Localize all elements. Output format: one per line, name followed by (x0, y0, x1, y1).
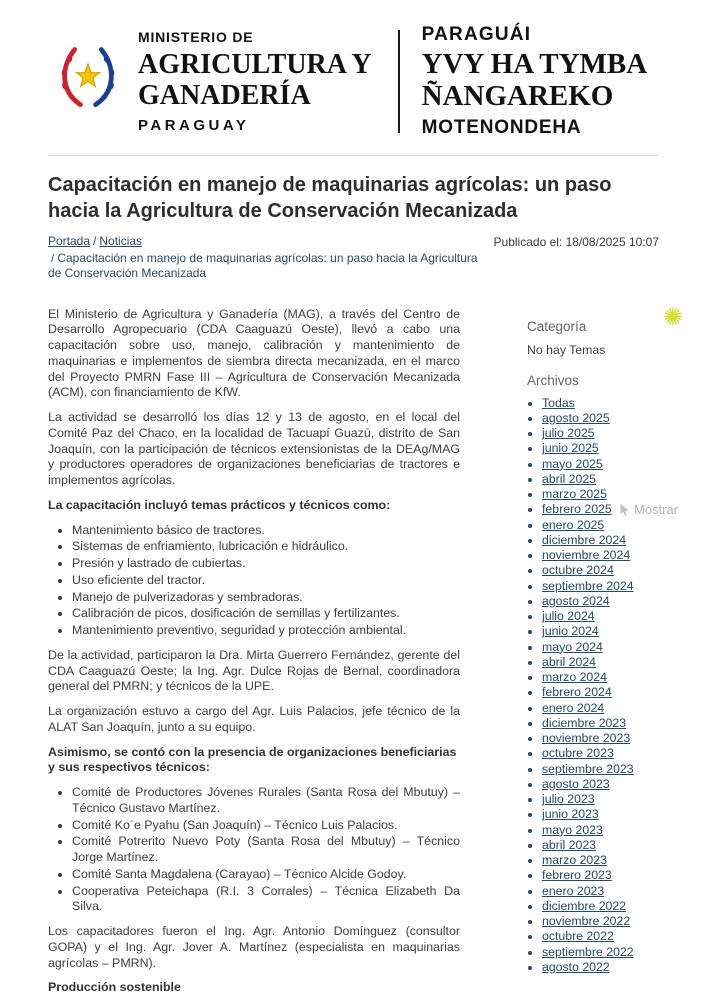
main-content (0, 156, 707, 1000)
archive-link[interactable]: febrero 2025 (542, 502, 612, 517)
archives-list (527, 397, 659, 974)
archive-link[interactable]: julio 2025 (542, 426, 595, 441)
breadcrumb-link-noticias[interactable]: Noticias (99, 233, 143, 248)
archive-link[interactable]: Todas (542, 395, 575, 410)
article-bullet-item: • Mantenimiento preventivo, seguridad y protección ambiental. (72, 623, 460, 639)
archive-link[interactable]: diciembre 2024 (542, 532, 627, 547)
archive-link[interactable]: enero 2024 (542, 700, 605, 715)
brand-left-top: MINISTERIO DE (138, 29, 254, 46)
archive-item (542, 808, 659, 821)
archive-link[interactable]: enero 2023 (542, 883, 605, 898)
article-subheading: Asimismo, se contó con la presencia de organizaciones beneficiarias y sus respectivos técnicos: (48, 744, 457, 775)
archive-item (542, 656, 659, 669)
archive-link[interactable]: mayo 2023 (542, 822, 603, 837)
archive-link[interactable]: agosto 2024 (542, 593, 610, 608)
archive-link[interactable]: abril 2023 (542, 837, 597, 852)
archive-item (542, 686, 659, 699)
breadcrumb-separator: / (51, 250, 55, 265)
article-paragraph: La actividad se desarrolló los días 12 y 13 de agosto, en el local del Comité Paz del Chaco, en la localidad de Tacuapí Guazú, distrito de San Joaquín, con la participación de técnicos extensionistas de la DEAg/MAG y productores operadores de organizaciones beneficiarias de tractores e implementos agrícolas. (48, 410, 460, 488)
archive-item (542, 778, 659, 791)
archive-item (542, 930, 659, 943)
archive-item (542, 793, 659, 806)
breadcrumb-current: Capacitación en manejo de maquinarias agrícolas: un paso hacia la Agricultura de Conservación Mecanizada (48, 250, 478, 280)
archive-item (542, 549, 659, 562)
brand-left-bottom: PARAGUAY (138, 116, 250, 134)
article-paragraph: Los capacitadores fueron el Ing. Agr. Antonio Domínguez (consultor GOPA) y el Ing. Agr. Jover A. Martínez (especialista en maquinarias agrícolas – PMRN). (48, 924, 460, 970)
archive-link[interactable]: septiembre 2024 (542, 578, 634, 593)
breadcrumb (48, 234, 480, 281)
archive-item (542, 610, 659, 623)
brand-right-main2: ÑANGAREKO (421, 79, 614, 112)
archive-link[interactable]: octubre 2023 (542, 746, 614, 761)
article-subheading: Producción sostenible (48, 980, 181, 995)
archive-link[interactable]: noviembre 2024 (542, 548, 631, 563)
archive-item (542, 580, 659, 593)
site-header (0, 0, 707, 153)
breadcrumb-separator: / (93, 233, 97, 248)
archive-item (542, 900, 659, 913)
article-paragraph: El Ministerio de Agricultura y Ganadería (MAG), a través del Centro de Desarrollo Agropecuario (CDA Caaguazú Oeste), llevó a cabo una capacitación sobre uso, manejo, calibración y mantenimiento de maquinarias e implementos de siembra directa mecanizada, en el marco del Proyecto PMRN Fase III – Agricultura de Conservación Mecanizada (ACM), con financiamiento de KfW. (48, 306, 460, 400)
article-subheading: La capacitación incluyó temas prácticos y técnicos como: (48, 497, 391, 512)
archive-link[interactable]: febrero 2024 (542, 685, 612, 700)
archive-link[interactable]: junio 2023 (542, 807, 599, 822)
archive-item (542, 534, 659, 547)
archive-item (542, 519, 659, 532)
header-vertical-divider (398, 30, 400, 133)
article-bullet-item: • Mantenimiento básico de tractores. (72, 523, 460, 539)
article-paragraph: La organización estuvo a cargo del Agr. Luis Palacios, jefe técnico de la ALAT San Joaquín, junto a su equipo. (48, 704, 460, 734)
archive-item (542, 458, 659, 471)
brand-spanish (138, 29, 372, 134)
brand-left-main1: AGRICULTURA Y (138, 49, 372, 81)
archive-link[interactable]: octubre 2022 (542, 929, 614, 944)
published-date: Publicado el: 18/08/2025 10:07 (493, 234, 659, 249)
archive-item (542, 488, 659, 501)
article-bullet-item: • Uso eficiente del tractor. (72, 573, 460, 589)
article-content (48, 307, 460, 1000)
archive-item (542, 839, 659, 852)
archive-link[interactable]: abril 2025 (542, 471, 597, 486)
archive-item (542, 961, 659, 974)
archive-item (542, 824, 659, 837)
archive-link[interactable]: marzo 2025 (542, 487, 607, 502)
sidebar (527, 307, 659, 1000)
archive-item (542, 397, 659, 410)
brand-right-top: PARAGUÁI (421, 24, 532, 45)
brand-guarani (422, 24, 648, 139)
archive-item (542, 702, 659, 715)
archive-item (542, 717, 659, 730)
category-empty: No hay Temas (527, 342, 606, 357)
breadcrumb-link-portada[interactable]: Portada (48, 233, 91, 248)
archive-item (542, 564, 659, 577)
archive-link[interactable]: mayo 2024 (542, 639, 603, 654)
archives-title: Archivos (527, 372, 579, 388)
category-title: Categoría (527, 318, 587, 334)
mag-coat-of-arms-logo (50, 41, 126, 122)
brand-right-bottom: MOTENONDEHA (421, 116, 582, 138)
tooltip-label: Mostrar (634, 502, 679, 517)
archive-item (542, 915, 659, 928)
archive-link[interactable]: diciembre 2023 (542, 715, 627, 730)
archive-item (542, 473, 659, 486)
article-bullet-item: • Comité de Productores Jóvenes Rurales (Santa Rosa del Mbutuy) – Técnico Gustavo Martínez. (72, 785, 460, 817)
show-tooltip (616, 500, 683, 519)
brand-right-main1: YVY HA TYMBA (421, 48, 648, 80)
archive-link[interactable]: junio 2025 (542, 441, 599, 456)
archive-link[interactable]: marzo 2023 (542, 853, 607, 868)
asterisk-badge-icon[interactable]: ✺ (662, 304, 683, 331)
brand-left-main2: GANADERÍA (138, 80, 311, 112)
article-bullet-item: • Comité Santa Magdalena (Carayao) – Técnico Alcide Godoy. (72, 867, 460, 883)
article-bullet-list (48, 523, 460, 639)
article-bullet-item: • Manejo de pulverizadoras y sembradoras. (72, 590, 460, 606)
archive-link[interactable]: junio 2024 (542, 624, 599, 639)
archive-link[interactable]: enero 2025 (542, 517, 605, 532)
article-bullet-item: • Calibración de picos, dosificación de semillas y fertilizantes. (72, 606, 460, 622)
article-bullet-item: • Presión y lastrado de cubiertas. (72, 556, 460, 572)
archive-link[interactable]: agosto 2023 (542, 776, 610, 791)
archive-link[interactable]: septiembre 2022 (542, 944, 634, 959)
archive-item (542, 412, 659, 425)
archive-link[interactable]: diciembre 2022 (542, 898, 627, 913)
article-bullet-list (48, 785, 460, 915)
breadcrumb-line2 (48, 251, 480, 281)
archive-link[interactable]: julio 2023 (542, 792, 595, 807)
archive-link[interactable]: octubre 2024 (542, 563, 614, 578)
article-bullet-item: • Sistemas de enfriamiento, lubricación e hidráulico. (72, 539, 460, 555)
archive-item (542, 885, 659, 898)
cursor-icon (618, 503, 631, 517)
archive-item (542, 625, 659, 638)
page-title: Capacitación en manejo de maquinarias agrícolas: un paso hacia la Agricultura de Conservación Mecanizada (48, 173, 612, 223)
archive-link[interactable]: febrero 2023 (542, 868, 612, 883)
archive-link[interactable]: marzo 2024 (542, 670, 607, 685)
archive-item (542, 946, 659, 959)
breadcrumb-line1 (48, 234, 480, 249)
columns (48, 307, 659, 1000)
archive-item (542, 869, 659, 882)
archive-item (542, 732, 659, 745)
archive-item (542, 854, 659, 867)
article-bullet-item: • Comité Potrerito Nuevo Poty (Santa Rosa del Mbutuy) – Técnico Jorge Martínez. (72, 834, 460, 866)
article-bullet-item: • Cooperativa Peteichapa (R.I. 3 Corrales) – Técnica Elizabeth Da Silva. (72, 884, 460, 916)
archive-link[interactable]: agosto 2025 (542, 410, 610, 425)
archive-item (542, 671, 659, 684)
archive-link[interactable]: mayo 2025 (542, 456, 603, 471)
article-bullet-item: • Comité Ko´e Pyahu (San Joaquín) – Técnico Luis Palacios. (72, 818, 460, 834)
article-paragraph: De la actividad, participaron la Dra. Mirta Guerrero Fernández, gerente del CDA Caaguazú Oeste; la Ing. Agr. Dulce Rojas de Bernal, coordinadora general del PMRN; y técnicos de la UPE. (48, 647, 460, 694)
archive-item (542, 442, 659, 455)
archive-item (542, 763, 659, 776)
archive-item (542, 427, 659, 440)
archive-link[interactable]: septiembre 2023 (542, 761, 634, 776)
archive-item (542, 641, 659, 654)
archive-link[interactable]: noviembre 2022 (542, 914, 631, 929)
archive-item (542, 595, 659, 608)
archive-link[interactable]: julio 2024 (542, 609, 595, 624)
archive-link[interactable]: agosto 2022 (542, 959, 610, 974)
archive-item (542, 747, 659, 760)
meta-row (48, 234, 659, 281)
archive-link[interactable]: noviembre 2023 (542, 731, 631, 746)
archive-link[interactable]: abril 2024 (542, 654, 597, 669)
